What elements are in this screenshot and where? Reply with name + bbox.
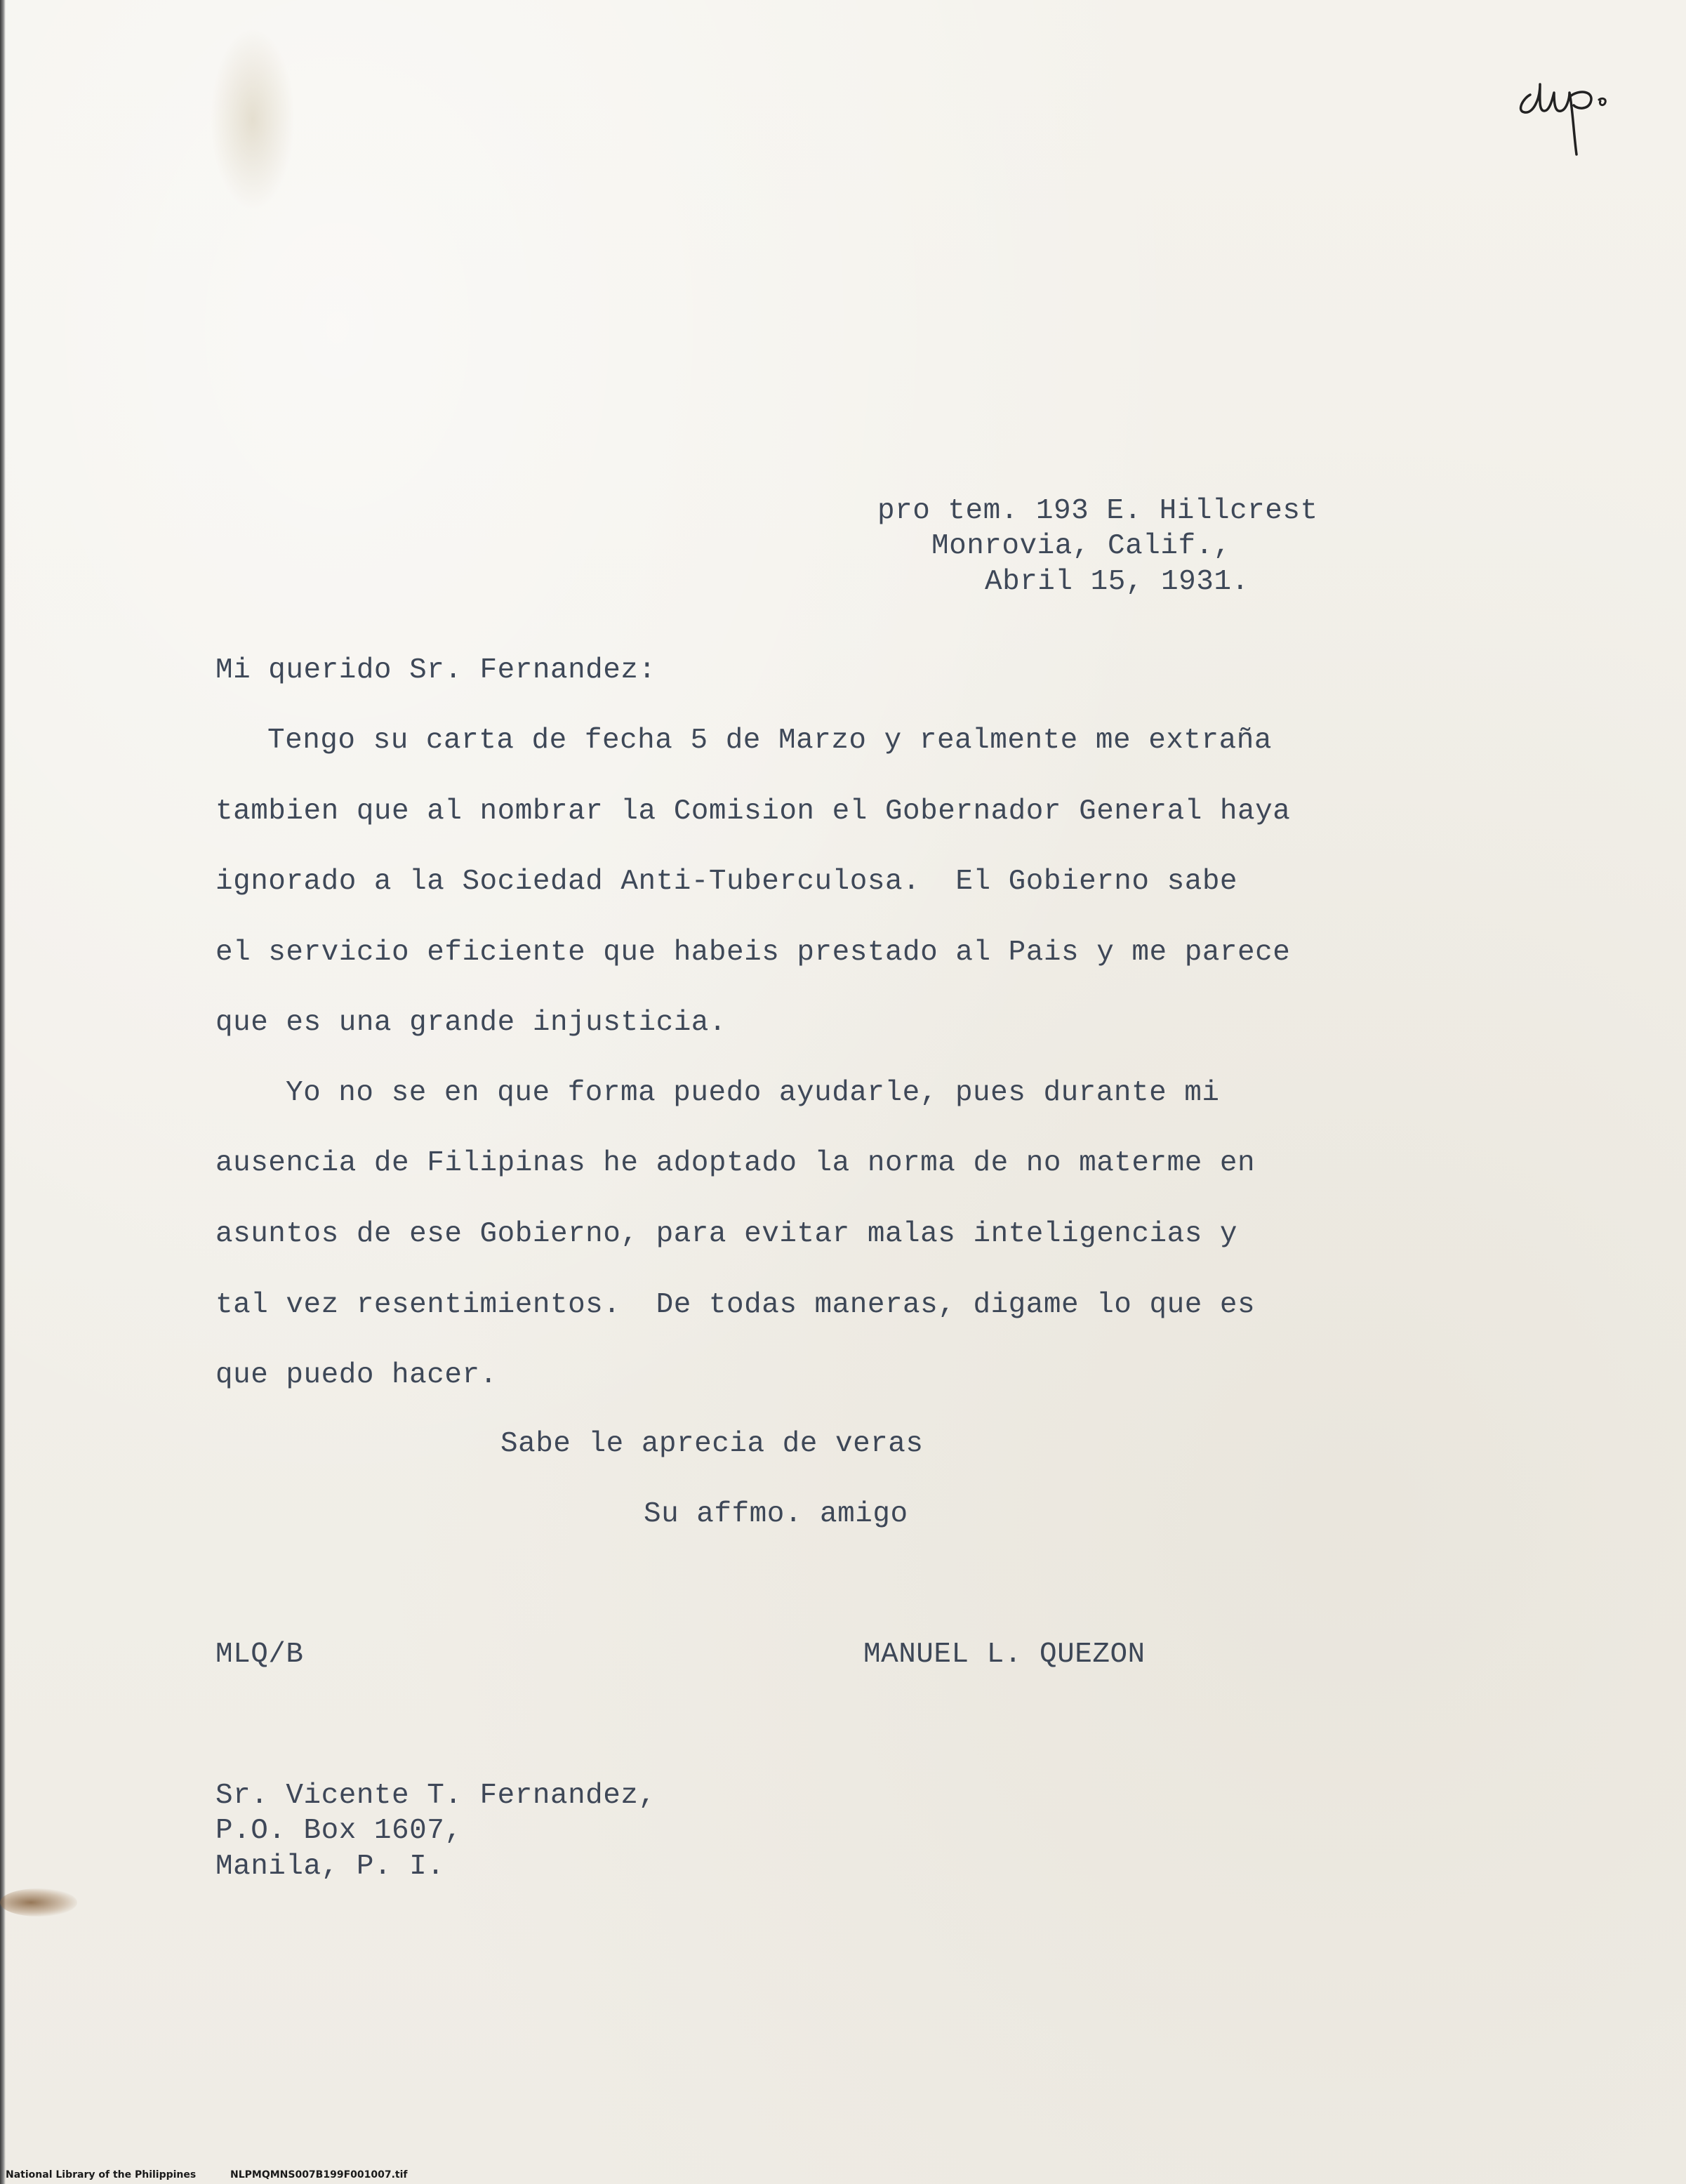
closing-line-2: Su affmo. amigo <box>644 1498 908 1530</box>
signature-name: MANUEL L. QUEZON <box>863 1639 1146 1671</box>
paper-tear <box>0 1888 77 1917</box>
body-line-5: que es una grande injusticia. <box>215 1007 727 1039</box>
body-line-8: asuntos de ese Gobierno, para evitar malas inteligencias y <box>215 1218 1238 1250</box>
date-line: Abril 15, 1931. <box>985 566 1249 598</box>
footer-file-id: NLPMQMNS007B199F001007.tif <box>230 2169 408 2180</box>
recipient-line-3: Manila, P. I. <box>215 1851 445 1883</box>
salutation: Mi querido Sr. Fernandez: <box>215 654 656 687</box>
recipient-line-1: Sr. Vicente T. Fernandez, <box>215 1780 656 1812</box>
body-line-7: ausencia de Filipinas he adoptado la norma de no materme en <box>215 1147 1256 1179</box>
scan-footer <box>6 2169 407 2180</box>
body-line-6: Yo no se en que forma puedo ayudarle, pues durante mi <box>286 1077 1220 1109</box>
footer-library: National Library of the Philippines <box>6 2169 197 2180</box>
scan-edge <box>0 0 6 2184</box>
paper-stain <box>211 28 295 211</box>
body-line-4: el servicio eficiente que habeis prestado al Pais y me parece <box>215 937 1291 969</box>
body-line-9: tal vez resentimientos. De todas maneras, digame lo que es <box>215 1289 1256 1321</box>
closing-line-1: Sabe le aprecia de veras <box>500 1428 924 1460</box>
body-line-2: tambien que al nombrar la Comision el Gobernador General haya <box>215 795 1291 828</box>
body-line-3: ignorado a la Sociedad Anti-Tuberculosa. El Gobierno sabe <box>215 866 1238 898</box>
address-line-1: pro tem. 193 E. Hillcrest <box>877 495 1318 527</box>
handwritten-annotation <box>1509 56 1642 161</box>
address-line-2: Monrovia, Calif., <box>931 530 1231 562</box>
body-line-10: que puedo hacer. <box>215 1359 498 1391</box>
body-line-1: Tengo su carta de fecha 5 de Marzo y realmente me extraña <box>267 724 1272 757</box>
recipient-line-2: P.O. Box 1607, <box>215 1815 463 1847</box>
typist-initials: MLQ/B <box>215 1639 304 1671</box>
